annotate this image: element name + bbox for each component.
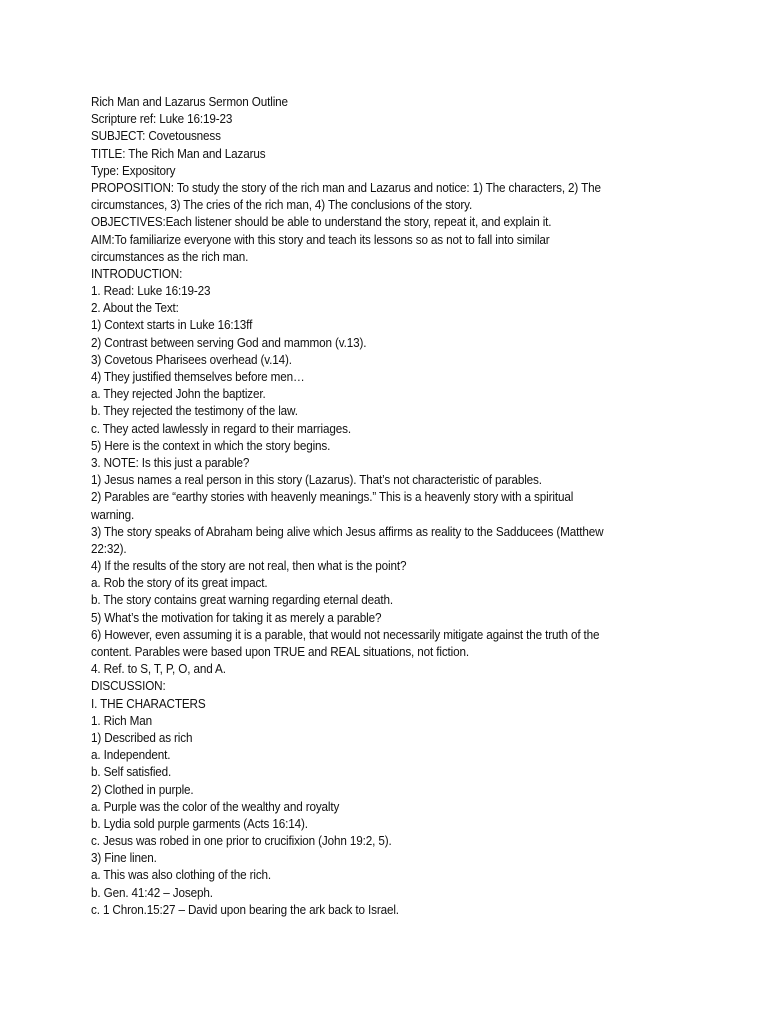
proposition-line: circumstances, 3) The cries of the rich man, 4) The conclusions of the story.: [91, 198, 473, 213]
aim-line: circumstances as the rich man.: [91, 249, 249, 264]
outline-line: 3) Fine linen.: [91, 851, 157, 866]
outline-line: a. Independent.: [91, 748, 171, 763]
outline-line: a. Rob the story of its great impact.: [91, 576, 268, 591]
title-line: TITLE: The Rich Man and Lazarus: [91, 146, 266, 161]
outline-line: 5) Here is the context in which the story begins.: [91, 438, 331, 453]
scripture-ref: Scripture ref: Luke 16:19-23: [91, 112, 233, 127]
outline-line: warning.: [91, 507, 135, 522]
doc-title: Rich Man and Lazarus Sermon Outline: [91, 95, 288, 109]
type-line: Type: Expository: [91, 163, 176, 178]
outline-line: 1) Context starts in Luke 16:13ff: [91, 318, 253, 333]
outline-line: 1. Rich Man: [91, 713, 152, 728]
outline-line: b. They rejected the testimony of the law.: [91, 404, 298, 419]
outline-line: 1) Jesus names a real person in this story (Lazarus). That’s not characteristic of parables.: [91, 473, 542, 488]
outline-line: 4) If the results of the story are not real, then what is the point?: [91, 559, 407, 574]
outline-line: b. The story contains great warning regarding eternal death.: [91, 593, 393, 608]
objectives-line: OBJECTIVES:Each listener should be able to understand the story, repeat it, and explain it.: [91, 215, 552, 230]
document-body: [91, 94, 691, 919]
outline-line: b. Gen. 41:42 – Joseph.: [91, 885, 213, 900]
section-heading: DISCUSSION:: [91, 679, 166, 694]
outline-line: content. Parables were based upon TRUE and REAL situations, not fiction.: [91, 645, 469, 659]
outline-line: a. This was also clothing of the rich.: [91, 868, 272, 883]
outline-line: 5) What’s the motivation for taking it as merely a parable?: [91, 610, 382, 625]
outline-line: 3) The story speaks of Abraham being alive which Jesus affirms as reality to the Sadducees (Matthew: [91, 524, 604, 539]
aim-line: AIM:To familiarize everyone with this story and teach its lessons so as not to fall into similar: [91, 232, 550, 247]
outline-line: 2) Contrast between serving God and mammon (v.13).: [91, 335, 367, 350]
outline-line: 3. NOTE: Is this just a parable?: [91, 455, 250, 470]
outline-line: c. Jesus was robed in one prior to crucifixion (John 19:2, 5).: [91, 834, 392, 849]
outline-line: b. Self satisfied.: [91, 765, 172, 780]
outline-line: 22:32).: [91, 541, 127, 556]
section-heading: INTRODUCTION:: [91, 266, 183, 281]
section-heading: I. THE CHARACTERS: [91, 696, 206, 711]
outline-line: 1. Read: Luke 16:19-23: [91, 284, 211, 299]
outline-line: 4) They justified themselves before men…: [91, 370, 305, 384]
outline-line: 2. About the Text:: [91, 301, 179, 316]
outline-line: 2) Parables are “earthy stories with heavenly meanings.” This is a heavenly story with a spiritual: [91, 490, 574, 505]
outline-line: b. Lydia sold purple garments (Acts 16:14).: [91, 816, 308, 831]
outline-line: a. Purple was the color of the wealthy and royalty: [91, 799, 340, 814]
outline-line: 2) Clothed in purple.: [91, 782, 194, 797]
outline-line: 1) Described as rich: [91, 730, 193, 745]
outline-line: c. They acted lawlessly in regard to their marriages.: [91, 421, 351, 436]
outline-line: 4. Ref. to S, T, P, O, and A.: [91, 662, 226, 677]
outline-line: a. They rejected John the baptizer.: [91, 387, 266, 402]
outline-line: 3) Covetous Pharisees overhead (v.14).: [91, 352, 292, 367]
proposition-line: PROPOSITION: To study the story of the rich man and Lazarus and notice: 1) The characters, 2) The: [91, 180, 601, 195]
outline-line: c. 1 Chron.15:27 – David upon bearing the ark back to Israel.: [91, 902, 399, 917]
subject-line: SUBJECT: Covetousness: [91, 129, 221, 144]
outline-line: 6) However, even assuming it is a parable, that would not necessarily mitigate against the truth of the: [91, 627, 600, 642]
